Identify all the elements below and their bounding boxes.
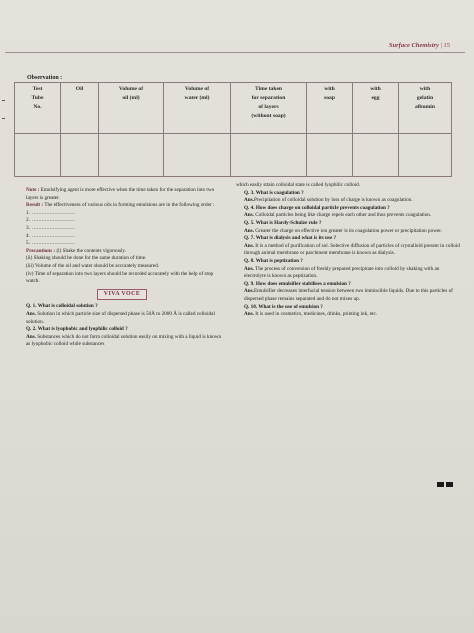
question: Q. 3. What is coagulation ? xyxy=(244,189,304,196)
answer: Ans. The process of conversion of freshly prepared precipitate into colloid by shaking with an electrolyte is known as peptization. xyxy=(244,265,440,280)
margin-mark xyxy=(2,100,5,101)
question: Q. 10. What is the use of emulsion ? xyxy=(244,303,323,310)
right-column xyxy=(236,182,462,319)
continued-answer: which easily sttain colloidal state is called lyophilic colloid. xyxy=(236,182,361,188)
answer: Ans. Solution in which particle size of dispersed phase is 50Å to 2000 Å is called colloidal solution. xyxy=(26,310,215,325)
result-blank: 4. ........................... xyxy=(26,232,76,239)
margin-mark xyxy=(2,118,5,119)
result-blank: 3. ........................... xyxy=(26,224,76,231)
answer: Ans. Colloidal particles being like charge repels each other and thus prevents coagulation. xyxy=(244,212,432,219)
table-cell xyxy=(353,134,399,177)
table-cell xyxy=(15,134,61,177)
question: Q. 2. What is lyophobic and lyophilic colloid ? xyxy=(26,326,128,333)
table-cell xyxy=(61,134,99,177)
answer: Ans. Greater the charge on effective ion greater is its coagulation power or precipitation power. xyxy=(244,227,443,234)
result-paragraph: Result : The effectiveness of various oils in forming emulsions are in the following order : xyxy=(26,202,215,209)
answer: Ans. It is a method of purification of sol. Selective diffusion of particles of crystalloid present in colloid through animal membrane or parchment membrane is known as dialysis. xyxy=(244,242,460,257)
running-header xyxy=(389,42,450,49)
table-cell xyxy=(307,134,353,177)
viva-voce-heading: VIVA VOCE xyxy=(97,289,147,301)
result-blank: 1. ........................... xyxy=(26,209,76,216)
observation-label: Observation : xyxy=(27,75,63,81)
col-header-time-taken: Time taken for separation of layers (without soap) xyxy=(231,83,307,134)
table-cell xyxy=(399,134,452,177)
table-header-row xyxy=(15,83,452,134)
col-header-with-soap: with soap xyxy=(307,83,353,134)
precaution-item: (ii) Shaking should be done for the same duration of time. xyxy=(26,255,147,262)
col-header-oil: Oil xyxy=(61,83,99,134)
question: Q. 8. What is peptization ? xyxy=(244,257,303,264)
table-cell xyxy=(164,134,231,177)
precaution-item: Precautions : (i) Shake the contents vigorously. xyxy=(26,247,126,254)
table-cell xyxy=(231,134,307,177)
col-header-with-gelatin: with gelatin albumin xyxy=(399,83,452,134)
answer: Ans. Substances which do not form colloidal solution easily on mixing with a liquid is known as lyophobic colloid while substances xyxy=(26,333,222,348)
end-of-section-marks xyxy=(437,474,457,480)
left-column xyxy=(18,187,226,349)
col-header-with-egg: with egg xyxy=(353,83,399,134)
col-header-test-tube: Test Tube No. xyxy=(15,83,61,134)
result-blank: 5. ........................... xyxy=(26,240,76,247)
running-title: Surface Chemistry xyxy=(388,42,439,49)
note-paragraph: Note : Emulsifying agent is more effective when the time taken for the separation into two layers is greater. xyxy=(26,187,215,201)
answer: Ans.Precipitation of colloidal solution by loss of charge is known as coagulation. xyxy=(244,197,413,204)
col-header-volume-water: Volume of water (ml) xyxy=(164,83,231,134)
col-header-volume-oil: Volume of oil (ml) xyxy=(99,83,164,134)
question: Q. 5. What is Hardy-Schulze rule ? xyxy=(244,219,322,226)
question: Q. 9. How does emulsifier stabilises a emulsion ? xyxy=(244,280,351,287)
question: Q. 1. What is colloidal solution ? xyxy=(26,303,98,310)
question: Q. 7. What is dialysis and what is its use ? xyxy=(244,235,337,242)
answer: Ans. It is used in cosmetics, medicines, drinks, printing ink, etc. xyxy=(244,311,378,318)
result-blank: 2. ........................... xyxy=(26,217,76,224)
precaution-item: (iv) Time of separation into two layers should be recorded accurately with the help of stop watch. xyxy=(26,270,214,285)
page-number: | 15 xyxy=(440,42,450,49)
table-cell xyxy=(99,134,164,177)
answer: Ans.Emulsifier decreases interfacial tension between two immiscible liquids. Due to this particles of dispersed phase remains separated and do not mixes up. xyxy=(244,288,453,302)
table-row xyxy=(15,134,452,177)
header-rule xyxy=(5,52,465,53)
precaution-item: (iii) Volume of the oil and water should be accurately measured. xyxy=(26,262,160,269)
observation-table xyxy=(14,82,452,177)
question: Q. 4. How does charge on colloidal particle prevents coagulation ? xyxy=(244,204,390,211)
